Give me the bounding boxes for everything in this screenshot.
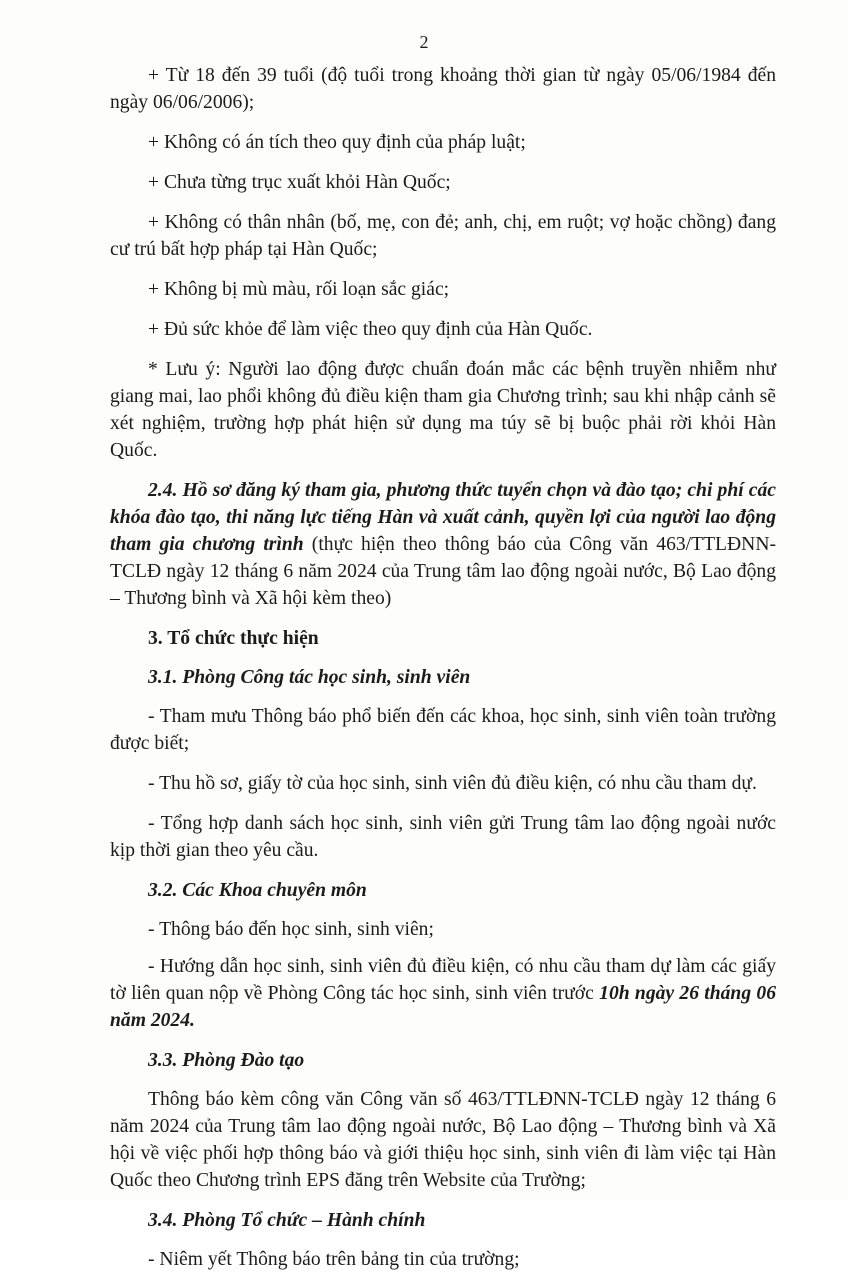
section-3-1-title: 3.1. Phòng Công tác học sinh, sinh viên <box>148 667 471 688</box>
section-3-4-item: - Niêm yết Thông báo trên bảng tin của trường; <box>148 1249 520 1270</box>
section-3-2-item-text: - Hướng dẫn học sinh, sinh viên đủ điều kiện, có nhu cầu tham dự làm các giấy tờ liên quan nộp về Phòng Công tác học sinh, sinh viên trước <box>110 956 776 1004</box>
criterion-deportation: + Chưa từng trục xuất khỏi Hàn Quốc; <box>148 172 451 193</box>
criterion-age: + Từ 18 đến 39 tuổi (độ tuổi trong khoảng thời gian từ ngày 05/06/1984 đến ngày 06/06/2006); <box>110 65 776 113</box>
section-3-2-item: - Thông báo đến học sinh, sinh viên; <box>148 919 434 940</box>
section-3-3-title: 3.3. Phòng Đào tạo <box>148 1050 305 1071</box>
document-body <box>110 62 776 1286</box>
section-3-1-item: - Tham mưu Thông báo phổ biến đến các khoa, học sinh, sinh viên toàn trường được biết; <box>110 706 776 754</box>
section-2-4-paragraph <box>110 477 776 612</box>
section-3-2-title: 3.2. Các Khoa chuyên môn <box>148 880 367 901</box>
section-2-4-text: (thực hiện theo thông báo của Công văn 463/TTLĐNN-TCLĐ ngày 12 tháng 6 năm 2024 của Trung tâm lao động ngoài nước, Bộ Lao động – Thương bình và Xã hội kèm theo) <box>110 534 776 609</box>
section-2-4-title: 2.4. Hồ sơ đăng ký tham gia, phương thức tuyển chọn và đào tạo; chi phí các khóa đào tạo, thi năng lực tiếng Hàn và xuất cảnh, quyền lợi của người lao động tham gia chương trình <box>110 480 776 555</box>
section-3-1-item: - Tổng hợp danh sách học sinh, sinh viên gửi Trung tâm lao động ngoài nước kịp thời gian theo yêu cầu. <box>110 813 776 861</box>
section-3-4-title: 3.4. Phòng Tổ chức – Hành chính <box>148 1210 426 1231</box>
section-3-2-deadline: 10h ngày 26 tháng 06 năm 2024. <box>110 983 776 1031</box>
criterion-criminal-record: + Không có án tích theo quy định của pháp luật; <box>148 132 526 153</box>
criterion-relatives: + Không có thân nhân (bố, mẹ, con đẻ; anh, chị, em ruột; vợ hoặc chồng) đang cư trú bất hợp pháp tại Hàn Quốc; <box>110 212 776 260</box>
page-number: 2 <box>419 32 429 52</box>
note-paragraph: * Lưu ý: Người lao động được chuẩn đoán mắc các bệnh truyền nhiễm như giang mai, lao phổi không đủ điều kiện tham gia Chương trình; sau khi nhập cảnh sẽ xét nghiệm, trường hợp phát hiện sử dụng ma túy sẽ bị buộc phải rời khỏi Hàn Quốc. <box>110 359 776 461</box>
section-3-title: 3. Tổ chức thực hiện <box>148 628 319 649</box>
criterion-color-blindness: + Không bị mù màu, rối loạn sắc giác; <box>148 279 450 300</box>
section-3-3-text: Thông báo kèm công văn Công văn số 463/TTLĐNN-TCLĐ ngày 12 tháng 6 năm 2024 của Trung tâm lao động ngoài nước, Bộ Lao động – Thương bình và Xã hội về việc phối hợp thông báo và giới thiệu học sinh, sinh viên đi làm việc tại Hàn Quốc theo Chương trình EPS đăng trên Website của Trường; <box>110 1089 776 1191</box>
section-3-2-item <box>110 953 776 1034</box>
section-3-1-item: - Thu hồ sơ, giấy tờ của học sinh, sinh viên đủ điều kiện, có nhu cầu tham dự. <box>148 773 757 794</box>
criterion-health: + Đủ sức khỏe để làm việc theo quy định của Hàn Quốc. <box>148 319 593 340</box>
